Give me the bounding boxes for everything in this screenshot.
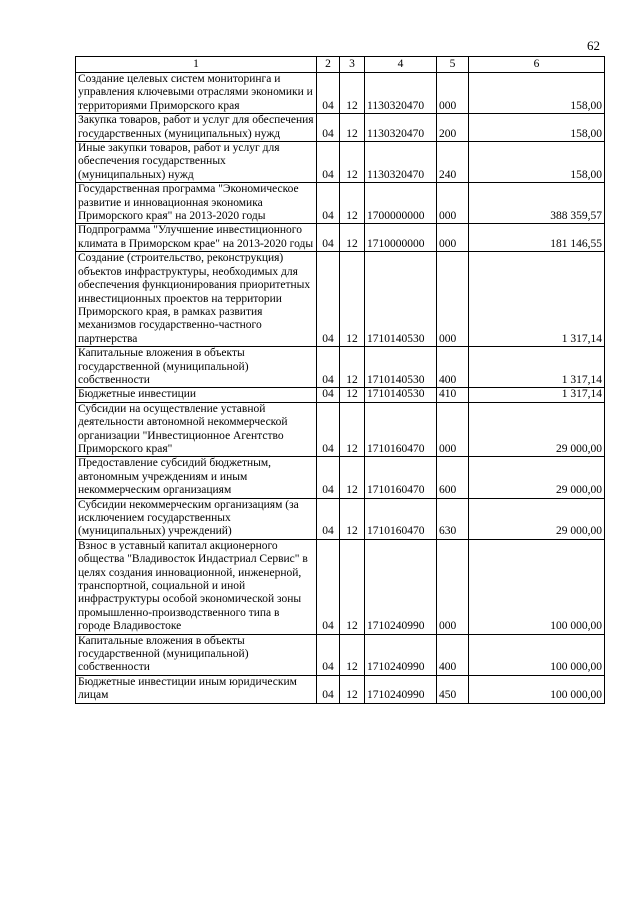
target-article-cell: 1710240990 <box>365 634 437 675</box>
column-header: 6 <box>469 57 605 73</box>
subsection-code-cell: 12 <box>340 183 365 224</box>
expense-type-cell: 000 <box>437 252 469 347</box>
table-header-row <box>76 57 605 73</box>
subsection-code-cell: 12 <box>340 539 365 634</box>
expense-type-cell: 000 <box>437 224 469 252</box>
row-name-cell: Субсидии некоммерческим организациям (за исключением государственных (муниципальных) учреждений) <box>76 498 317 539</box>
expense-type-cell: 410 <box>437 388 469 402</box>
subsection-code-cell: 12 <box>340 388 365 402</box>
row-name-cell: Субсидии на осуществление уставной деятельности автономной некоммерческой организации "Инвестиционное Агентство Приморского края" <box>76 402 317 457</box>
subsection-code-cell: 12 <box>340 634 365 675</box>
table-row <box>76 402 605 457</box>
table-row <box>76 539 605 634</box>
table-row <box>76 634 605 675</box>
row-name-cell: Подпрограмма "Улучшение инвестиционного климата в Приморском крае" на 2013-2020 годы <box>76 224 317 252</box>
table-row <box>76 73 605 114</box>
subsection-code-cell: 12 <box>340 347 365 388</box>
row-name-cell: Закупка товаров, работ и услуг для обеспечения государственных (муниципальных) нужд <box>76 114 317 142</box>
amount-cell: 29 000,00 <box>469 498 605 539</box>
expense-type-cell: 200 <box>437 114 469 142</box>
expense-type-cell: 600 <box>437 457 469 498</box>
column-header: 5 <box>437 57 469 73</box>
amount-cell: 1 317,14 <box>469 347 605 388</box>
table-row <box>76 114 605 142</box>
table-row <box>76 388 605 402</box>
section-code-cell: 04 <box>317 402 340 457</box>
amount-cell: 181 146,55 <box>469 224 605 252</box>
amount-cell: 100 000,00 <box>469 539 605 634</box>
section-code-cell: 04 <box>317 224 340 252</box>
expense-type-cell: 000 <box>437 73 469 114</box>
amount-cell: 158,00 <box>469 73 605 114</box>
expense-type-cell: 630 <box>437 498 469 539</box>
section-code-cell: 04 <box>317 114 340 142</box>
subsection-code-cell: 12 <box>340 252 365 347</box>
row-name-cell: Капитальные вложения в объекты государственной (муниципальной) собственности <box>76 347 317 388</box>
amount-cell: 158,00 <box>469 114 605 142</box>
row-name-cell: Бюджетные инвестиции <box>76 388 317 402</box>
amount-cell: 100 000,00 <box>469 675 605 703</box>
subsection-code-cell: 12 <box>340 498 365 539</box>
row-name-cell: Бюджетные инвестиции иным юридическим лицам <box>76 675 317 703</box>
target-article-cell: 1710140530 <box>365 388 437 402</box>
row-name-cell: Взнос в уставный капитал акционерного общества "Владивосток Индастриал Сервис" в целях создания инновационной, инженерной, транспортной, социальной и иной инфраструктуры особой экономической зоны промышленно-производственного типа в городе Владивостоке <box>76 539 317 634</box>
amount-cell: 1 317,14 <box>469 388 605 402</box>
target-article-cell: 1130320470 <box>365 114 437 142</box>
subsection-code-cell: 12 <box>340 142 365 183</box>
section-code-cell: 04 <box>317 634 340 675</box>
column-header: 3 <box>340 57 365 73</box>
column-header: 4 <box>365 57 437 73</box>
amount-cell: 29 000,00 <box>469 457 605 498</box>
amount-cell: 158,00 <box>469 142 605 183</box>
target-article-cell: 1710160470 <box>365 457 437 498</box>
column-header: 2 <box>317 57 340 73</box>
target-article-cell: 1710160470 <box>365 498 437 539</box>
expense-type-cell: 400 <box>437 634 469 675</box>
target-article-cell: 1710240990 <box>365 539 437 634</box>
table-row <box>76 224 605 252</box>
column-header: 1 <box>76 57 317 73</box>
section-code-cell: 04 <box>317 142 340 183</box>
subsection-code-cell: 12 <box>340 224 365 252</box>
table-row <box>76 675 605 703</box>
section-code-cell: 04 <box>317 457 340 498</box>
expense-type-cell: 000 <box>437 402 469 457</box>
row-name-cell: Предоставление субсидий бюджетным, автономным учреждениям и иным некоммерческим организациям <box>76 457 317 498</box>
target-article-cell: 1700000000 <box>365 183 437 224</box>
amount-cell: 29 000,00 <box>469 402 605 457</box>
section-code-cell: 04 <box>317 498 340 539</box>
subsection-code-cell: 12 <box>340 457 365 498</box>
section-code-cell: 04 <box>317 675 340 703</box>
target-article-cell: 1130320470 <box>365 142 437 183</box>
table-row <box>76 498 605 539</box>
table-row <box>76 252 605 347</box>
row-name-cell: Капитальные вложения в объекты государственной (муниципальной) собственности <box>76 634 317 675</box>
section-code-cell: 04 <box>317 252 340 347</box>
section-code-cell: 04 <box>317 347 340 388</box>
row-name-cell: Создание (строительство, реконструкция) объектов инфраструктуры, необходимых для обеспечения функционирования приоритетных инвестиционных проектов на территории Приморского края, в рамках развития механизмов государственно-частного партнерства <box>76 252 317 347</box>
target-article-cell: 1710140530 <box>365 252 437 347</box>
target-article-cell: 1710140530 <box>365 347 437 388</box>
section-code-cell: 04 <box>317 183 340 224</box>
table-row <box>76 183 605 224</box>
amount-cell: 1 317,14 <box>469 252 605 347</box>
amount-cell: 100 000,00 <box>469 634 605 675</box>
row-name-cell: Иные закупки товаров, работ и услуг для обеспечения государственных (муниципальных) нужд <box>76 142 317 183</box>
target-article-cell: 1710160470 <box>365 402 437 457</box>
target-article-cell: 1710000000 <box>365 224 437 252</box>
expense-type-cell: 000 <box>437 183 469 224</box>
row-name-cell: Создание целевых систем мониторинга и управления ключевыми отраслями экономики и территориями Приморского края <box>76 73 317 114</box>
table-row <box>76 347 605 388</box>
target-article-cell: 1130320470 <box>365 73 437 114</box>
row-name-cell: Государственная программа "Экономическое развитие и инновационная экономика Приморского края" на 2013-2020 годы <box>76 183 317 224</box>
section-code-cell: 04 <box>317 388 340 402</box>
amount-cell: 388 359,57 <box>469 183 605 224</box>
section-code-cell: 04 <box>317 539 340 634</box>
section-code-cell: 04 <box>317 73 340 114</box>
table-row <box>76 142 605 183</box>
expense-type-cell: 450 <box>437 675 469 703</box>
subsection-code-cell: 12 <box>340 114 365 142</box>
subsection-code-cell: 12 <box>340 73 365 114</box>
table-row <box>76 457 605 498</box>
subsection-code-cell: 12 <box>340 402 365 457</box>
page-number: 62 <box>587 38 600 53</box>
subsection-code-cell: 12 <box>340 675 365 703</box>
target-article-cell: 1710240990 <box>365 675 437 703</box>
budget-table <box>75 56 605 704</box>
expense-type-cell: 400 <box>437 347 469 388</box>
expense-type-cell: 000 <box>437 539 469 634</box>
expense-type-cell: 240 <box>437 142 469 183</box>
